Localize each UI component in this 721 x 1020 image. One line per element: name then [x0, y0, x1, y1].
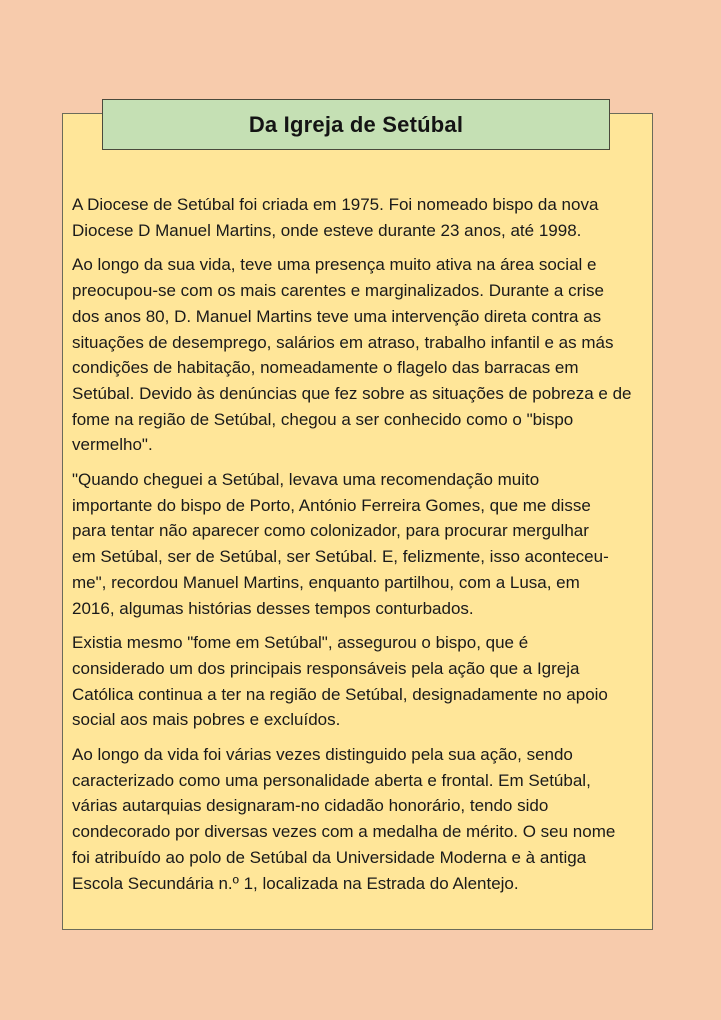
paragraph	[72, 192, 646, 243]
text-line: condições de habitação, nomeadamente o flagelo das barracas em	[72, 358, 579, 378]
text-line: 2016, algumas histórias desses tempos conturbados.	[72, 598, 474, 618]
text-line: dos anos 80, D. Manuel Martins teve uma intervenção direta contra as	[72, 306, 602, 326]
title-banner	[102, 99, 610, 150]
text-line: me", recordou Manuel Martins, enquanto partilhou, com a Lusa, em	[72, 572, 580, 592]
text-line: importante do bispo de Porto, António Ferreira Gomes, que me disse	[72, 495, 591, 515]
text-line: A Diocese de Setúbal foi criada em 1975. Foi nomeado bispo da nova	[72, 195, 599, 214]
text-line: Ao longo da vida foi várias vezes distinguido pela sua ação, sendo	[72, 745, 573, 765]
text-line: preocupou-se com os mais carentes e marginalizados. Durante a crise	[72, 281, 604, 301]
text-line: em Setúbal, ser de Setúbal, ser Setúbal. E, felizmente, isso aconteceu-	[72, 547, 609, 567]
text-card	[62, 113, 653, 930]
text-line: vermelho".	[72, 435, 153, 455]
paragraph	[72, 630, 646, 733]
text-line: Setúbal. Devido às denúncias que fez sobre as situações de pobreza e de	[72, 383, 632, 403]
text-line: condecorado por diversas vezes com a medalha de mérito. O seu nome	[72, 822, 616, 842]
text-line: Escola Secundária n.º 1, localizada na Estrada do Alentejo.	[72, 873, 519, 893]
article-body	[63, 111, 652, 929]
text-line: Diocese D Manuel Martins, onde esteve durante 23 anos, até 1998.	[72, 220, 582, 240]
page-title: Da Igreja de Setúbal	[248, 111, 464, 137]
text-line: foi atribuído ao polo de Setúbal da Universidade Moderna e à antiga	[72, 847, 587, 867]
text-line: caracterizado como uma personalidade aberta e frontal. Em Setúbal,	[72, 770, 591, 790]
text-line: Existia mesmo "fome em Setúbal", assegurou o bispo, que é	[72, 633, 529, 653]
paragraph	[72, 467, 646, 621]
text-line: para tentar não aparecer como colonizador, para procurar mergulhar	[72, 521, 589, 541]
text-line: situações de desemprego, salários em atraso, trabalho infantil e as más	[72, 332, 614, 352]
text-line: Ao longo da sua vida, teve uma presença muito ativa na área social e	[72, 255, 597, 275]
paragraph	[72, 252, 646, 458]
text-line: Católica continua a ter na região de Setúbal, designadamente no apoio	[72, 684, 608, 704]
text-line: social aos mais pobres e excluídos.	[72, 710, 341, 730]
paragraph	[72, 742, 646, 896]
text-line: considerado um dos principais responsáveis pela ação que a Igreja	[72, 658, 580, 678]
text-line: "Quando cheguei a Setúbal, levava uma recomendação muito	[72, 470, 540, 490]
text-line: fome na região de Setúbal, chegou a ser conhecido como o "bispo	[72, 409, 574, 429]
text-line: várias autarquias designaram-no cidadão honorário, tendo sido	[72, 796, 549, 816]
